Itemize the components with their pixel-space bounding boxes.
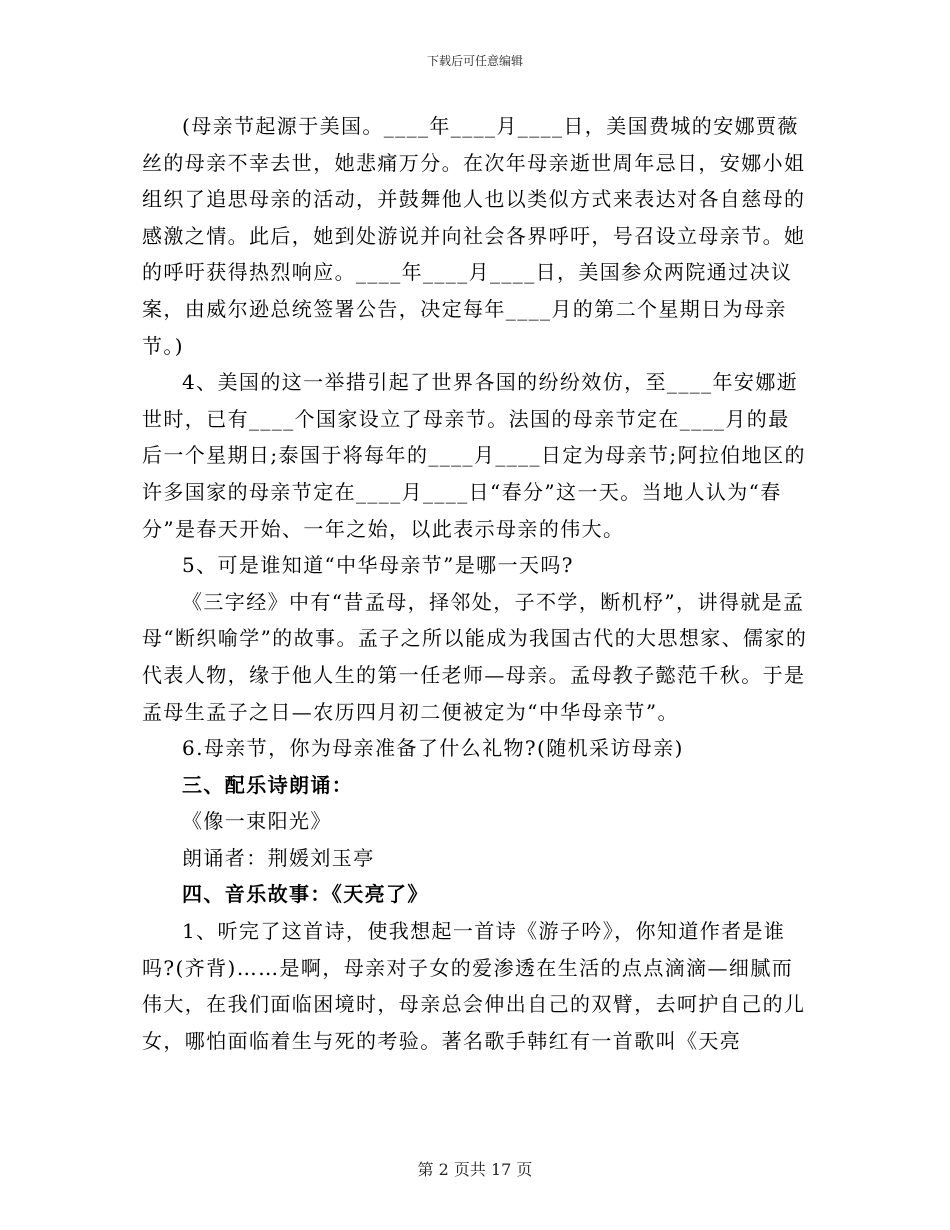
paragraph-item-6: 6.母亲节，你为母亲准备了什么礼物?(随机采访母亲) — [182, 736, 684, 761]
paragraph-item-5: 5、可是谁知道“中华母亲节”是哪一天吗? — [182, 553, 574, 578]
page-footer: 第 2 页共 17 页 — [417, 1160, 533, 1179]
poem-title: 《像一束阳光》 — [182, 809, 332, 834]
paragraph-item-4: 4、美国的这一举措引起了世界各国的纷纷效仿，至____年安娜逝世时，已有____个国家设立了母亲节。法国的母亲节定在____月的最后一个星期日;泰国于将每年的____月____日定为母亲节;阿拉伯地区的许多国家的母亲节定在____月____日“春分”这一天。当地人认为“春分”是春天开始、一年之始，以此表示母亲的伟大。 — [142, 370, 806, 541]
reciters-line: 朗诵者：荆媛刘玉亭 — [182, 845, 375, 870]
section-heading-3: 三、配乐诗朗诵： — [182, 772, 354, 797]
document-body — [142, 108, 810, 1059]
page-header: 下载后可任意编辑 — [426, 54, 523, 68]
paragraph-sanzijing: 《三字经》中有“昔孟母，择邻处，子不学，断机杼”，讲得就是孟母“断织喻学”的故事。孟子之所以能成为我国古代的大思想家、儒家的代表人物，缘于他人生的第一任老师—母亲。孟母教子懿范千秋。于是孟母生孟子之日—农历四月初二便被定为“中华母亲节”。 — [142, 589, 808, 724]
paragraph-mothers-day-origin: (母亲节起源于美国。____年____月____日，美国费城的安娜贾薇丝的母亲不幸去世，她悲痛万分。在次年母亲逝世周年忌日，安娜小姐组织了追思母亲的活动，并鼓舞他人也以类似方式来表达对各自慈母的感激之情。此后，她到处游说并向社会各界呼吁，号召设立母亲节。她的呼吁获得热烈响应。____年____月____日，美国参众两院通过决议案，由威尔逊总统签署公告，决定每年____月的第二个星期日为母亲节。) — [142, 114, 806, 358]
paragraph-item-1: 1、听完了这首诗，使我想起一首诗《游子吟》，你知道作者是谁吗?(齐背)……是啊，母亲对子女的爱渗透在生活的点点滴滴—细腻而伟大，在我们面临困境时，母亲总会伸出自己的双臂，去呵护自己的儿女，哪怕面临着生与死的考验。著名歌手韩红有一首歌叫《天亮 — [142, 919, 806, 1053]
section-heading-4: 四、音乐故事：《天亮了》 — [182, 882, 429, 907]
